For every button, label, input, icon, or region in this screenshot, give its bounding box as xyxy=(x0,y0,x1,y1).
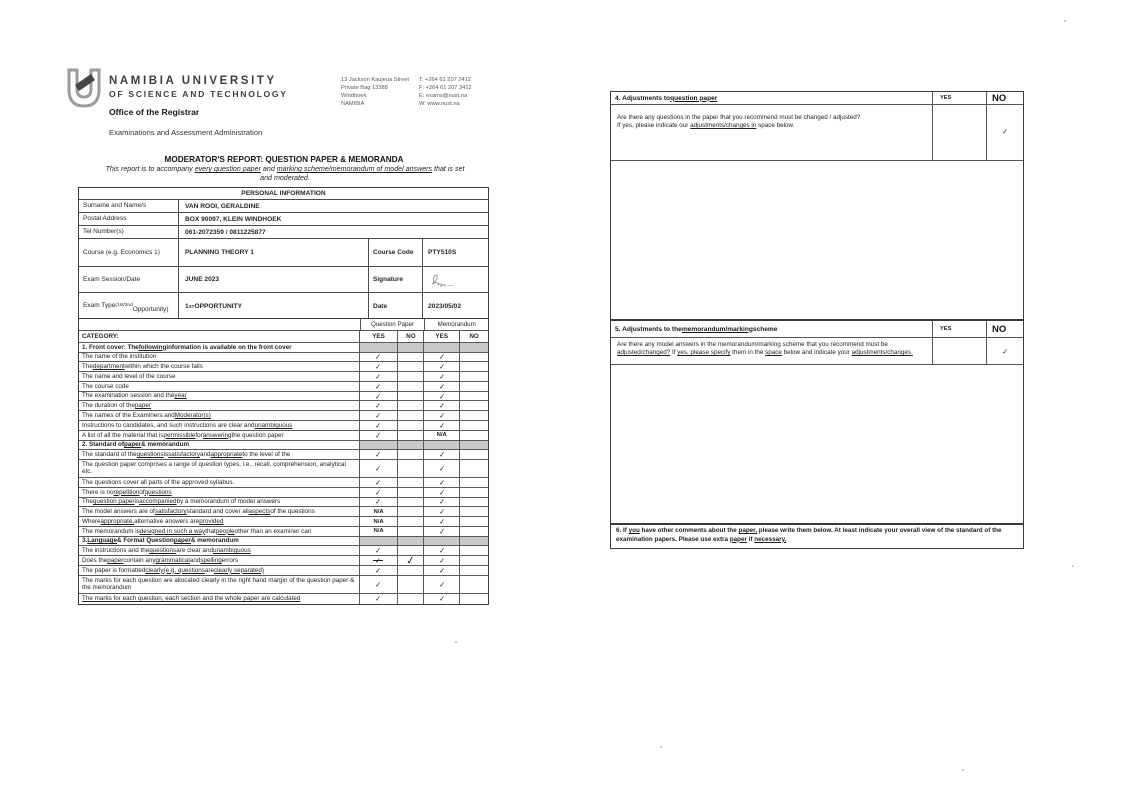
memorandum-group-label: Memorandum xyxy=(424,319,488,330)
category-group-header xyxy=(79,319,488,330)
tel-number-value: 061-2072359 / 0811225877 xyxy=(185,228,266,236)
office-title: Office of the Registrar xyxy=(109,107,200,117)
report-title: MODERATOR'S REPORT: QUESTION PAPER & MEMORANDA xyxy=(164,155,404,164)
category-mark-cell xyxy=(460,362,488,371)
check-mark: ✓ xyxy=(374,545,383,556)
category-row-label: The question paper comprises a range of question types, i.e., recall, comprehension, analytical etc. xyxy=(79,460,360,477)
struck-check-mark: ✓ xyxy=(374,555,383,566)
category-row-label: The memorandum is designed in such a way that people other than an examiner can xyxy=(79,527,360,536)
category-mark-cell xyxy=(460,566,488,575)
adjustments-memorandum-section xyxy=(610,320,1024,524)
category-label: CATEGORY: xyxy=(79,331,360,342)
section4-question-row xyxy=(611,105,1023,161)
signature-label: Signature xyxy=(368,267,422,292)
check-mark: ✓ xyxy=(374,487,383,497)
check-mark: ✓ xyxy=(374,352,383,362)
category-row-label: The standard of the questions is satisfactory and appropriate to the level of the xyxy=(79,450,360,459)
scan-speck xyxy=(660,746,662,748)
category-row-label: The department within which the course falls xyxy=(79,362,360,371)
personal-info-table xyxy=(78,187,489,320)
course-value: PLANNING THEORY 1 xyxy=(185,249,254,256)
category-row-label: The questions cover all parts of the approved syllabus. xyxy=(79,478,360,487)
section4-question: Are there any questions in the paper that you recommend must be changed / adjusted? If yes, please indicate our adjustments/changes in space below. xyxy=(617,114,861,130)
category-row-label: 2. Standard of paper & memorandum xyxy=(79,441,360,450)
category-item-row xyxy=(79,516,488,526)
section4-no-cell xyxy=(986,105,1023,160)
category-mark-cell xyxy=(360,401,399,410)
check-mark: ✓ xyxy=(374,391,383,401)
check-mark: ✓ xyxy=(374,420,383,431)
category-mark-cell xyxy=(398,498,424,507)
personal-info-title: PERSONAL INFORMATION xyxy=(241,190,326,197)
check-mark: ✓ xyxy=(438,381,446,392)
contact-line: T: +264 61 207 2412 xyxy=(419,77,472,83)
category-mark-cell xyxy=(360,382,399,391)
category-mark-cell xyxy=(398,441,424,450)
category-mark-cell xyxy=(460,343,488,352)
table-row xyxy=(79,199,488,212)
category-mark-cell xyxy=(398,372,424,381)
personal-info-header xyxy=(79,188,488,199)
category-mark-cell xyxy=(460,556,488,565)
section5-header xyxy=(611,321,1023,338)
category-table-body xyxy=(79,342,488,604)
date-label: Date xyxy=(368,293,422,319)
category-row-label: There is no repetition of questions xyxy=(79,488,360,497)
category-row-label: Where appropriate, alternative answers are provided xyxy=(79,517,360,526)
category-mark-cell xyxy=(360,594,399,604)
check-mark: ✓ xyxy=(438,555,446,566)
category-mark-cell xyxy=(360,441,399,450)
university-name: NAMIBIA UNIVERSITY xyxy=(109,75,277,87)
category-mark-cell xyxy=(424,517,460,526)
category-row-label: The duration of the paper xyxy=(79,401,360,410)
category-mark-cell xyxy=(460,401,488,410)
category-mark-cell xyxy=(460,353,488,362)
category-mark-cell xyxy=(424,460,460,477)
category-mark-cell xyxy=(398,460,424,477)
category-row-label: The names of the Examiners and Moderator(s) xyxy=(79,411,360,420)
category-row-label: The marks for each question, each section and the whole paper are calculated xyxy=(79,594,360,604)
section5-no-header: NO xyxy=(986,321,1023,337)
contact-line: E: exams@nust.na xyxy=(419,93,468,99)
table-row xyxy=(79,292,488,319)
category-mark-cell xyxy=(460,507,488,516)
check-mark: ✓ xyxy=(374,565,383,576)
category-item-row xyxy=(79,477,488,487)
category-row-label: The question paper is accompanied by a memorandum of model answers xyxy=(79,498,360,507)
check-mark: ✓ xyxy=(438,497,446,507)
category-row-label: The examination session and the year xyxy=(79,392,360,401)
category-mark-cell xyxy=(460,450,488,459)
category-mark-cell xyxy=(424,507,460,516)
category-mark-cell xyxy=(360,517,399,526)
category-mark-cell xyxy=(398,382,424,391)
category-mark-cell xyxy=(398,594,424,604)
category-mark-cell xyxy=(424,488,460,497)
section5-question-row xyxy=(611,338,1023,365)
category-mark-cell xyxy=(398,478,424,487)
category-item-row xyxy=(79,487,488,497)
category-mark-cell xyxy=(460,527,488,536)
category-item-row xyxy=(79,430,488,440)
department-title: Examinations and Assessment Administration xyxy=(109,128,263,137)
table-row xyxy=(79,212,488,225)
category-mark-cell xyxy=(360,343,399,352)
category-mark-cell xyxy=(398,421,424,430)
check-mark: ✓ xyxy=(438,526,446,537)
category-row-label: 3. Language & Format Question paper & memorandum xyxy=(79,537,360,546)
category-mark-cell xyxy=(424,372,460,381)
category-mark-cell xyxy=(398,392,424,401)
category-mark-cell xyxy=(398,450,424,459)
category-mark-cell xyxy=(360,537,399,546)
section4-yes-header: YES xyxy=(932,92,986,104)
memo-no-header: NO xyxy=(469,333,479,340)
other-comments-section: 6. If you have other comments about the paper, please write them below. At least indicate your overall view of the standard of the examination papers. Please use extra paper if necessary. xyxy=(610,524,1024,549)
category-item-row xyxy=(79,565,488,575)
category-item-row xyxy=(79,420,488,430)
memo-yes-header: YES xyxy=(424,331,460,342)
category-mark-cell xyxy=(398,517,424,526)
category-item-row xyxy=(79,352,488,362)
check-mark: ✓ xyxy=(438,449,446,460)
category-item-row xyxy=(79,361,488,371)
category-mark-cell xyxy=(360,507,399,516)
check-mark: ✓ xyxy=(374,579,383,589)
category-mark-cell xyxy=(360,372,399,381)
section5-question: Are there any model answers in the memorandum/marking scheme that you recommend must be adjusted/changed? If yes, please specify them in the space below and indicate your adjustments/changes. xyxy=(617,341,913,357)
category-mark-cell xyxy=(460,441,488,450)
category-mark-cell xyxy=(424,527,460,536)
category-mark-cell xyxy=(360,556,399,565)
category-item-row xyxy=(79,545,488,555)
exam-session-value: JUNE 2023 xyxy=(185,276,220,283)
category-mark-cell xyxy=(424,594,460,604)
category-mark-cell xyxy=(360,431,399,440)
category-mark-cell xyxy=(398,507,424,516)
check-mark: ✓ xyxy=(374,497,383,507)
category-section-row xyxy=(79,536,488,546)
category-section-row xyxy=(79,342,488,352)
course-label: Course (e.g. Economics 1) xyxy=(79,239,179,266)
check-mark: ✓ xyxy=(438,361,446,372)
check-mark: ✓ xyxy=(374,401,383,411)
check-mark: ✓ xyxy=(438,401,446,411)
check-mark: ✓ xyxy=(438,352,446,362)
category-mark-cell xyxy=(424,392,460,401)
category-row-label: Does the paper contain any grammatical and spelling errors xyxy=(79,556,360,565)
section5-yes-header: YES xyxy=(932,321,986,337)
check-mark: ✓ xyxy=(438,371,446,382)
check-mark: ✓ xyxy=(374,361,383,372)
category-mark-cell xyxy=(360,488,399,497)
category-mark-cell xyxy=(424,498,460,507)
category-mark-cell xyxy=(460,431,488,440)
check-mark: ✓ xyxy=(1001,126,1009,137)
category-mark-cell xyxy=(398,353,424,362)
section5-heading: 5. Adjustments to the memorandum/marking scheme xyxy=(615,325,778,333)
postal-address-value: BOX 90097, KLEIN WINDHOEK xyxy=(185,215,282,223)
course-code-label: Course Code xyxy=(368,239,422,266)
category-row-label: The instructions and the questions are clear and unambiguous xyxy=(79,546,360,555)
check-mark: ✓ xyxy=(405,554,417,568)
category-mark-cell xyxy=(398,488,424,497)
table-row xyxy=(79,238,488,266)
category-mark-cell xyxy=(360,362,399,371)
check-mark: ✓ xyxy=(374,410,383,421)
category-item-row xyxy=(79,381,488,391)
subtitle-line2: and moderated. xyxy=(260,174,310,183)
category-mark-cell xyxy=(460,546,488,555)
category-item-row xyxy=(79,593,488,604)
category-mark-cell xyxy=(398,537,424,546)
category-section-row xyxy=(79,440,488,450)
check-mark: ✓ xyxy=(438,410,446,421)
university-name-line2: OF SCIENCE AND TECHNOLOGY xyxy=(109,89,288,99)
check-mark: ✓ xyxy=(438,516,446,527)
category-mark-cell xyxy=(460,498,488,507)
category-mark-cell xyxy=(398,527,424,536)
category-mark-cell xyxy=(360,421,399,430)
check-mark: ✓ xyxy=(374,371,383,382)
category-mark-cell xyxy=(460,594,488,604)
check-mark: ✓ xyxy=(438,477,446,488)
category-item-row xyxy=(79,575,488,593)
category-mark-cell xyxy=(360,353,399,362)
section4-yes-cell xyxy=(932,105,986,160)
category-mark-cell xyxy=(360,411,399,420)
category-mark-cell xyxy=(360,566,399,575)
exam-type-value: 1 ST OPPORTUNITY xyxy=(185,302,243,310)
category-item-row xyxy=(79,459,488,477)
category-mark-cell xyxy=(360,478,399,487)
category-mark-cell xyxy=(360,460,399,477)
address-line: Windhoek xyxy=(341,93,367,99)
category-mark-cell xyxy=(424,441,460,450)
surname-label: Surname and Name/s xyxy=(79,200,179,212)
category-item-row xyxy=(79,371,488,381)
category-mark-cell xyxy=(460,576,488,593)
exam-type-label: Exam Type (1st/2nd Opportunity) xyxy=(79,293,179,319)
table-row xyxy=(79,266,488,292)
scan-speck xyxy=(1064,20,1066,22)
category-mark-cell xyxy=(360,450,399,459)
section4-no-header: NO xyxy=(986,92,1023,104)
category-mark-cell xyxy=(424,450,460,459)
category-mark-cell xyxy=(360,576,399,593)
category-mark-cell xyxy=(424,537,460,546)
category-item-row xyxy=(79,391,488,401)
category-row-label: A list of all the material that is permissible for answering the question paper xyxy=(79,431,360,440)
scan-speck xyxy=(962,769,964,771)
category-row-label: The marks for each question are allocated clearly in the right hand margin of the question paper & the memorandum xyxy=(79,576,360,593)
check-mark: ✓ xyxy=(438,545,446,556)
check-mark: ✓ xyxy=(438,579,446,589)
qp-no-header: NO xyxy=(398,331,424,342)
check-mark: ✓ xyxy=(438,593,446,604)
category-mark-cell xyxy=(424,382,460,391)
check-mark: ✓ xyxy=(438,420,446,431)
report-subtitle xyxy=(40,165,530,183)
category-mark-cell xyxy=(460,537,488,546)
date-value: 2023/05/02 xyxy=(422,293,488,319)
category-mark-cell xyxy=(460,372,488,381)
check-mark: ✓ xyxy=(438,391,446,401)
category-row-label: Instructions to candidates, and such instructions are clear and unambiguous xyxy=(79,421,360,430)
category-mark-cell xyxy=(424,546,460,555)
contact-line: F: +264 61 207 3412 xyxy=(419,85,472,91)
category-mark-cell xyxy=(398,576,424,593)
check-mark: ✓ xyxy=(374,430,383,441)
category-mark-cell xyxy=(460,411,488,420)
category-row-label: The name of the institution xyxy=(79,353,360,362)
category-mark-cell xyxy=(398,411,424,420)
category-mark-cell xyxy=(360,527,399,536)
check-mark: ✓ xyxy=(374,477,383,488)
category-mark-cell xyxy=(398,362,424,371)
category-mark-cell xyxy=(460,517,488,526)
category-item-row xyxy=(79,497,488,507)
address-line: Private Bag 13388 xyxy=(341,85,388,91)
contact-line: W: www.nust.na xyxy=(419,101,460,107)
na-mark: N/A xyxy=(373,508,384,515)
category-row-label: The model answers are of satisfactory standard and cover all aspects of the questions xyxy=(79,507,360,516)
na-mark: N/A xyxy=(373,528,384,535)
category-mark-cell xyxy=(460,392,488,401)
na-mark: N/A xyxy=(436,432,447,439)
section5-yes-cell xyxy=(932,338,986,364)
address-line: 13 Jackson Kaujeua Street xyxy=(341,77,409,83)
category-mark-cell xyxy=(424,478,460,487)
check-mark: ✓ xyxy=(374,381,383,392)
check-mark: ✓ xyxy=(438,565,446,576)
category-mark-cell xyxy=(398,343,424,352)
section5-comment-space xyxy=(611,365,1023,523)
category-mark-cell xyxy=(398,566,424,575)
category-mark-cell xyxy=(424,411,460,420)
category-mark-cell xyxy=(460,478,488,487)
category-mark-cell xyxy=(424,343,460,352)
check-mark: ✓ xyxy=(374,593,383,604)
section4-heading: 4. Adjustments to question paper xyxy=(615,94,718,102)
category-mark-cell xyxy=(424,576,460,593)
qp-yes-header: YES xyxy=(360,331,399,342)
check-mark: ✓ xyxy=(438,487,446,497)
check-mark: ✓ xyxy=(374,463,383,474)
category-mark-cell xyxy=(424,556,460,565)
address-line: NAMIBIA xyxy=(341,101,365,107)
check-mark: ✓ xyxy=(374,449,383,460)
adjustments-question-paper-section xyxy=(610,91,1024,320)
category-mark-cell xyxy=(398,431,424,440)
category-mark-cell xyxy=(424,353,460,362)
category-mark-cell xyxy=(360,498,399,507)
category-mark-cell xyxy=(424,362,460,371)
category-mark-cell xyxy=(424,421,460,430)
na-mark: N/A xyxy=(373,518,384,525)
category-item-row xyxy=(79,400,488,410)
category-mark-cell xyxy=(460,488,488,497)
address-block xyxy=(341,76,409,108)
category-row-label: 1. Front cover: The following information is available on the front cover xyxy=(79,343,360,352)
exam-session-label: Exam Session/Date xyxy=(79,267,179,292)
scan-speck xyxy=(1072,565,1074,567)
surname-value: VAN ROOI, GERALDINE xyxy=(185,202,260,210)
section4-header xyxy=(611,92,1023,105)
category-mark-cell xyxy=(360,392,399,401)
category-item-row xyxy=(79,410,488,420)
category-item-row xyxy=(79,526,488,536)
category-item-row xyxy=(79,449,488,459)
category-mark-cell xyxy=(424,431,460,440)
check-mark: ✓ xyxy=(438,463,446,474)
category-mark-cell xyxy=(398,401,424,410)
postal-address-label: Postal Address xyxy=(79,213,179,225)
nust-logo-icon xyxy=(62,68,106,110)
table-row xyxy=(79,225,488,238)
signature-mark xyxy=(422,267,488,292)
question-paper-group-label: Question Paper xyxy=(360,319,425,330)
category-mark-cell xyxy=(424,566,460,575)
category-mark-cell xyxy=(460,421,488,430)
section4-comment-space xyxy=(611,161,1023,319)
category-row-label: The paper is formatted clearly (e.g. questions are clearly separated) xyxy=(79,566,360,575)
check-mark: ✓ xyxy=(1001,346,1009,356)
check-mark: ✓ xyxy=(438,506,446,517)
category-mark-cell xyxy=(460,460,488,477)
category-item-row xyxy=(79,554,488,568)
category-mark-cell xyxy=(460,382,488,391)
category-mark-cell xyxy=(360,546,399,555)
course-code-value: PTY510S xyxy=(422,239,488,266)
category-row-label: The name and level of the course xyxy=(79,372,360,381)
category-column-header xyxy=(79,330,488,342)
contact-block xyxy=(419,76,472,108)
section5-no-cell xyxy=(986,338,1023,364)
tel-number-label: Tel Number(s) xyxy=(79,226,179,238)
category-row-label: The course code xyxy=(79,382,360,391)
category-mark-cell xyxy=(398,554,424,568)
subtitle-line1: This report is to accompany every question paper and marking scheme/memorandum of model answers that is set xyxy=(105,165,465,173)
category-item-row xyxy=(79,506,488,516)
category-mark-cell xyxy=(424,401,460,410)
scan-speck xyxy=(455,641,457,643)
category-table xyxy=(78,318,489,605)
